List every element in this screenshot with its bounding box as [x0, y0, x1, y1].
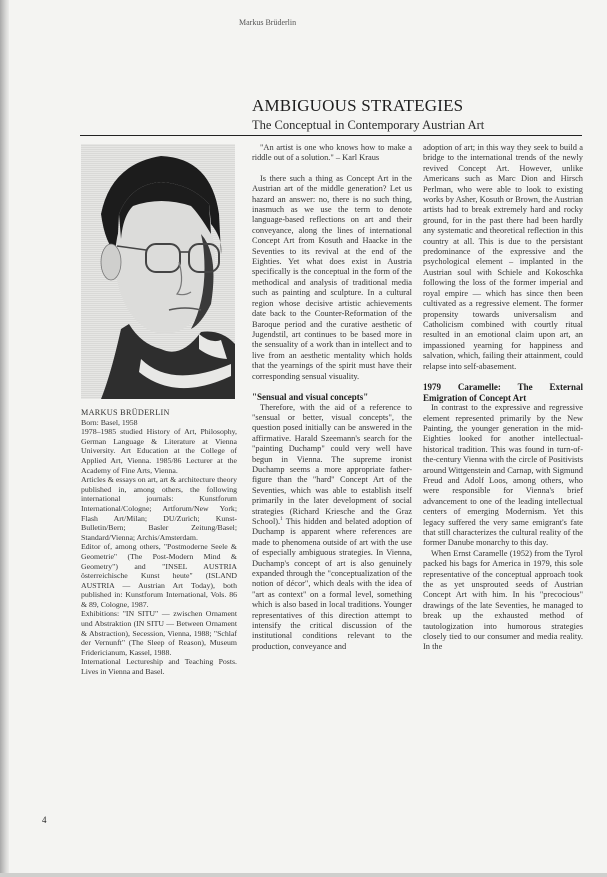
author-name: MARKUS BRÜDERLIN — [81, 408, 170, 417]
portrait-illustration — [81, 144, 235, 399]
body-column-2 — [252, 143, 412, 652]
running-head-author: Markus Brüderlin — [239, 18, 297, 27]
body-paragraph-2 — [252, 403, 412, 653]
author-editor: Editor of, among others, "Postmoderne Seele & Geometrie" (The Post-Modern Mind & Geometry") and "INSEL AUSTRIA österreichische Kunst heute" (ISLAND AUSTRIA — Austrian Art Today), both published in: Kunstforum International, Vols. 86 & 89, Cologne, 1987. — [81, 542, 237, 609]
body-paragraph-4: When Ernst Caramelle (1952) from the Tyrol packed his bags for America in 1979, this sole representative of the conceptual approach took the as yet unsprouted seeds of Austrian Concept Art with him. In his "precocious" drawings of the late Seventies, he managed to break up the exhausted method of tautologization into humorous strategies closely tied to our consumer and media reality. In the — [423, 548, 583, 652]
author-posts: International Lectureship and Teaching Posts. Lives in Vienna and Basel. — [81, 657, 237, 677]
page-number: 4 — [42, 815, 47, 825]
body-paragraph-1: Is there such a thing as Concept Art in the Austrian art of the middle generation? Let us hazard an answer: no, there is no such thing, inasmuch as we use the term to denote language-based reflections on art and their conveyance, along the lines of international Concept Art from Kosuth and Haacke in the Seventies to its revival at the end of the Eighties. Yet what does exist in Austria specifically is the conceptual in the form of the methodical and analysis of traditional media such as painting and sculpture. In a cultural region whose decisive artistic achievements date back to the Counter-Reformation of the Baroque period and the curative aesthetic of Jugendstil, art continues to be based more in the sensuality of a work than in intellect and to live from an aesthetic mentality which holds that the yearnings of the spirit must have their corresponding sensual visuality. — [252, 173, 412, 381]
body-paragraph-2b-continued: adoption of art; in this way they seek to build a bridge to the international trends of the newly revived Concept Art. However, unlike Americans such as Marc Dion and Hirsch Perlman, who were able to look to existing works by Asher, Kosuth or Brown, the Austrian artists had to break extremely hard and rocky ground, for in the past there had been hardly any systematic and theoretical reflection in this country at all. This is due to the persistant predominance of the expressive and the psychological element – implanted in the Austrian soul with Schiele and Kokoschka following the loss of the former imperial and royal empire — which has since then been cultivated as a regressive element. The former propensity towards universalism and Catholicism combined with courtly ritual resulted in an emotional claim upon art, an impassioned yearning for happiness and salvation, which, failing their attainment, could relapse into self-abasement. — [423, 143, 583, 371]
footnote-ref-1[interactable]: 1 — [280, 517, 283, 523]
body-column-3 — [423, 143, 583, 653]
epigraph: "An artist is one who knows how to make a riddle out of a solution." – Karl Kraus — [252, 143, 412, 163]
author-education: 1978–1985 studied History of Art, Philosophy, German Language & Literature at Vienna University. Art Education at the College of Applied Art, Vienna. 1985/86 Lecturer at the Academy of Fine Arts, Vienna. — [81, 427, 237, 475]
author-portrait-photo — [81, 144, 235, 399]
book-gutter-edge — [0, 0, 9, 877]
section-heading-sensual-visual-concepts: "Sensual and visual concepts" — [252, 391, 369, 402]
article-subtitle: The Conceptual in Contemporary Austrian Art — [252, 118, 485, 132]
body-paragraph-3: In contrast to the expressive and regressive element represented primarily by the New Painting, the younger generation in the mid-Eighties looked for another intellectual-historical tradition. This was found in turn-of-the-century Vienna with the circle of Positivists around Wittgenstein and Carnap, with Sigmund Freud and Adolf Loos, among others, who were responsible for Vienna's brief advancement to one of the leading intellectual centers of emerging Modernism. Yet this legacy suffered the very same emigrant's fate that still characterizes the cultural reality of the former Danube monarchy to this day. — [423, 403, 583, 548]
author-bio-column — [81, 408, 237, 677]
author-born: Born: Basel, 1958 — [81, 417, 138, 427]
article-title: AMBIGUOUS STRATEGIES — [252, 96, 464, 115]
body-paragraph-2a: Therefore, with the aid of a reference to "sensual or better, visual concepts", the question posed initially can be answered in the affirmative. Harald Szeemann's search for the "painting Duchamp" could very well have begun in Vienna. The supreme ironist Duchamp seems a more appropriate father-figure than the "hard" Concept Art of the Seventies, which was able to establish itself primarily in the later development of social strategies (Richard Kriesche and the Graz School). — [252, 402, 412, 526]
section-heading-caramelle: 1979 Caramelle: The External Emigration of Concept Art — [423, 381, 583, 403]
title-rule-divider — [80, 135, 582, 136]
author-articles: Articles & essays on art, art & architecture theory published in, among others, the following international journals: Kunstforum International/Cologne; Artforum/New York; Flash Art/Milan; DU/Zurich; Kunst-Bulletin/Bern; Basler Zeitung/Basel; Standard/Vienna; Archis/Amsterdam. — [81, 475, 237, 542]
page-bottom-edge — [0, 873, 607, 877]
body-paragraph-2b-part1: This hidden and belated adoption of Duchamp is apparent where references are made to phenomena outside of art with the use of especially ambiguous strategies. In Vienna, Duchamp's concept of art is also genuinely expanded through the "conceptualization of the notion of décor", which deals with the idea of "art as context" on a formal level, something which is also based in local traditions. Younger representatives of this direction attempt to intensify the critical discussion of the institutional conditions relevant to the production, conveyance and — [252, 517, 412, 651]
author-exhibitions: Exhibitions: "IN SITU" — zwischen Ornament und Abstraktion (IN SITU — Between Ornament & Abstraction), Secession, Vienna, 1988; "Schlaf der Vernunft" (The Sleep of Reason), Museum Fridericianum, Kassel, 1988. — [81, 609, 237, 657]
